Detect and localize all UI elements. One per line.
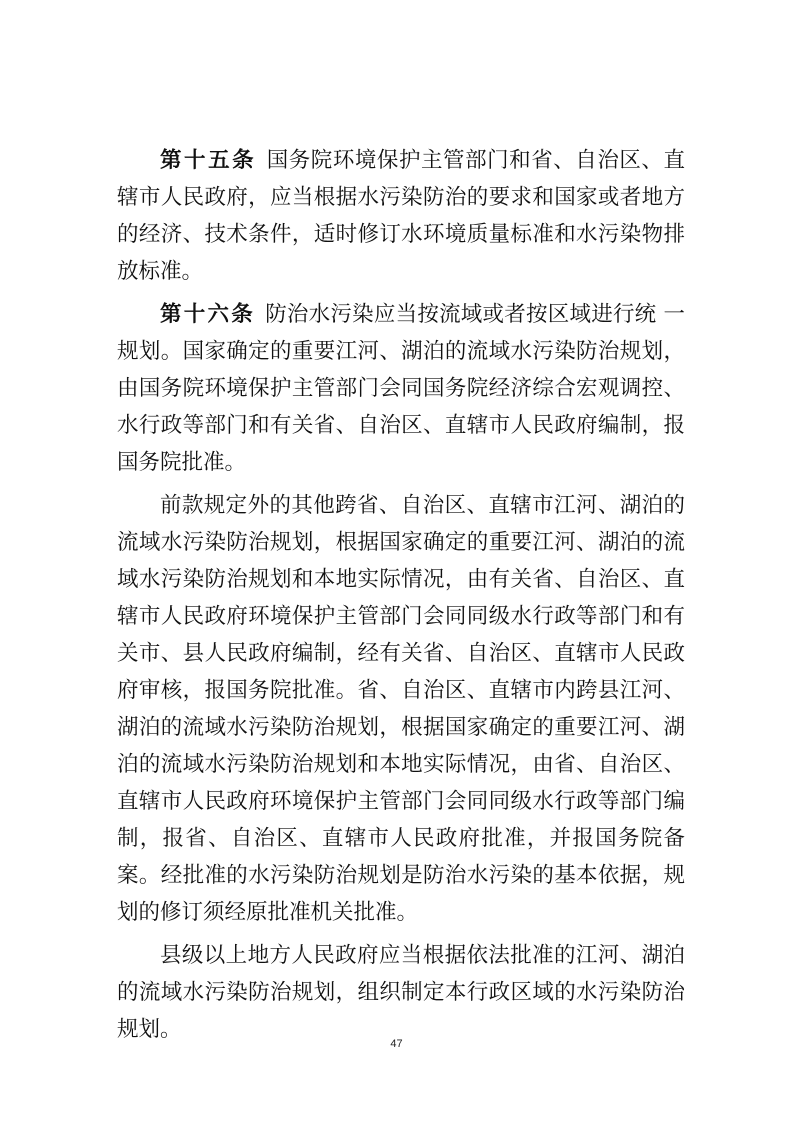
article-number: 第十六条: [160, 302, 255, 327]
article-number: 第十五条: [160, 148, 257, 173]
article-15-paragraph: [117, 142, 685, 290]
article-text: 国务院环境保护主管部门和省、自治区、直辖市人民政府，应当根据水污染防治的要求和国家或者地方的经济、技术条件，适时修订水环境质量标准和水污染物排放标准。: [117, 148, 685, 284]
body-paragraph: [117, 937, 685, 1048]
body-paragraph: [117, 487, 685, 931]
page-number: 47: [390, 1038, 403, 1050]
article-16-paragraph: [117, 296, 685, 481]
document-body: [117, 142, 685, 1048]
paragraph-text: 县级以上地方人民政府应当根据依法批准的江河、湖泊的流域水污染防治规划，组织制定本行政区域的水污染防治规划。: [117, 943, 685, 1042]
paragraph-text: 前款规定外的其他跨省、自治区、直辖市江河、湖泊的流域水污染防治规划，根据国家确定的重要江河、湖泊的流域水污染防治规划和本地实际情况，由有关省、自治区、直辖市人民政府环境保护主管部门会同同级水行政等部门和有关市、县人民政府编制，经有关省、自治区、直辖市人民政府审核，报国务院批准。省、自治区、直辖市内跨县江河、湖泊的流域水污染防治规划，根据国家确定的重要江河、湖泊的流域水污染防治规划和本地实际情况，由省、自治区、直辖市人民政府环境保护主管部门会同同级水行政等部门编制，报省、自治区、直辖市人民政府批准，并报国务院备案。经批准的水污染防治规划是防治水污染的基本依据，规划的修订须经原批准机关批准。: [117, 493, 685, 925]
article-text: 防治水污染应当按流域或者按区域进行统 一规划。国家确定的重要江河、湖泊的流域水污染防治规划，由国务院环境保护主管部门会同国务院经济综合宏观调控、水行政等部门和有关省、自治区、直辖市人民政府编制，报国务院批准。: [117, 302, 685, 475]
